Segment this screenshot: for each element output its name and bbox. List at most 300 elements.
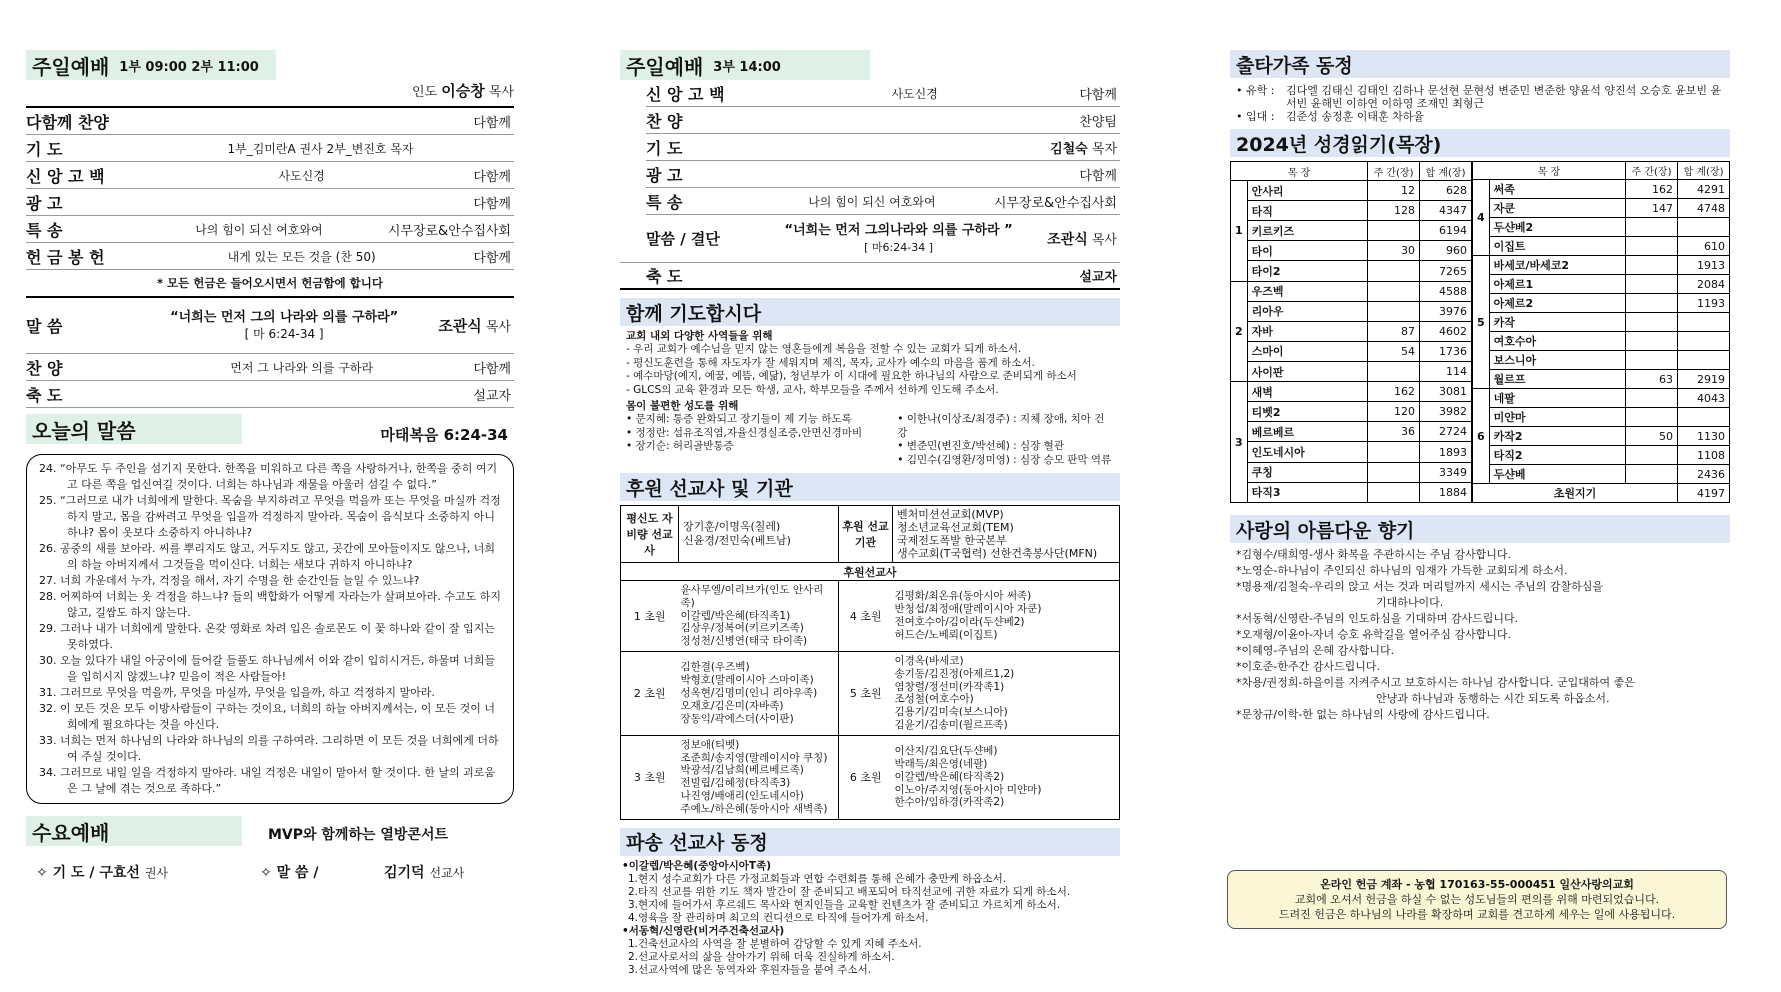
missionary: 오재호/김은미(자바족) <box>680 699 784 712</box>
thanks-item: 안냥과 하나님과 동행하는 시간 되도록 하옵소서. <box>1376 692 1610 705</box>
support-org: 청소년교육선교회(TEM) <box>897 521 1014 535</box>
sermon-row <box>26 298 514 354</box>
row-label: 신 앙 고 백 <box>26 166 105 186</box>
thanks-item: *오재형/이윤아-자녀 승호 유학길을 열어주심 감사합니다. <box>1236 628 1512 641</box>
order-of-worship <box>26 106 514 408</box>
mokjang-name: 리아우 <box>1247 301 1367 321</box>
worship-order-row <box>26 135 514 162</box>
sent-line: 3.현지에 들어가서 후르쉐드 목사와 현지인들을 교육할 컨텐츠가 잘 준비되고 가르치게 하소서. <box>628 898 1061 911</box>
total-chapters <box>1678 351 1730 370</box>
mokjang-name: 베르베르 <box>1247 422 1367 442</box>
total-chapters: 4748 <box>1678 199 1730 218</box>
verse: 24. “아무도 두 주인을 섬기지 못한다. 한쪽을 미워하고 다른 쪽을 사랑하거나, 한쪽을 중히 여기고 다른 쪽을 업신여길 것이다. 너희는 하나님과 재물을 아울러 섬길 수 없다.” <box>39 462 498 491</box>
total-chapters: 1913 <box>1678 256 1730 275</box>
sunday3-bless-row <box>620 263 1120 290</box>
mokjang-name: 카작2 <box>1489 427 1625 446</box>
group-name: 1 초원 <box>621 581 679 652</box>
prayer-topics <box>620 326 1120 471</box>
weekly-chapters <box>1626 408 1678 427</box>
group-number: 1 <box>1231 181 1248 282</box>
row-performer: 다함께 <box>473 169 511 185</box>
sunday3-bless-label: 축 도 <box>646 267 683 286</box>
missionary: 송기동/김진정(아제르1,2) <box>894 667 1015 680</box>
row-performer: 다함께 <box>473 361 511 377</box>
wed-prayer-label: ✧ 기 도 / 구효선 <box>36 865 140 881</box>
row-label: 다함께 찬양 <box>26 112 109 132</box>
sunday1-sermon-role: 목사 <box>485 320 511 335</box>
support-table <box>620 505 1120 820</box>
sent-line: 1.현지 성수교회가 다른 가정교회들과 연합 수련회를 통해 은혜가 충만케 하옵소서. <box>628 872 1007 885</box>
missionary: 이경옥(바세코) <box>894 655 964 668</box>
weekly-chapters: 54 <box>1368 341 1420 361</box>
sent-line: 2.타직 선교를 위한 기도 책자 발간이 잘 준비되고 배포되어 타직선교에 귀한 자료가 되게 하소서. <box>628 885 1071 898</box>
weekly-chapters: 128 <box>1368 201 1420 221</box>
total-chapters: 6194 <box>1420 221 1472 241</box>
mokjang-name: 안사리 <box>1247 181 1367 201</box>
row-role: 목자 <box>1087 141 1117 157</box>
total-chapters: 3982 <box>1420 402 1472 422</box>
reading-row <box>1231 321 1472 341</box>
wed-word-label: ✧ 말 씀 / <box>260 865 319 881</box>
reading-row <box>1473 351 1730 370</box>
verse: 26. 공중의 새를 보아라. 씨를 뿌리지도 않고, 거두지도 않고, 곳간에 모아들이지도 않으나, 너희의 하늘 아버지께서 그것들을 먹이신다. 너희는 새보다 귀하지 아니하냐? <box>39 542 495 571</box>
total-chapters: 2724 <box>1420 422 1472 442</box>
mokjang-name: 보스니아 <box>1489 351 1625 370</box>
support-org: 생수교회(T국협력) 선한건축봉사단(MFN) <box>897 547 1098 561</box>
reading-header: 목 장 <box>1231 162 1368 181</box>
row-performer: 다함께 <box>473 115 511 131</box>
thanks-item: *차용/권정희-하을이를 지켜주시고 보호하시는 하나님 감사합니다. 군입대하여 좋은 <box>1236 676 1635 689</box>
offering-note: * 모든 헌금은 들어오시면서 헌금함에 합니다 <box>26 270 514 298</box>
missionary: 정성천/신병연(태국 타이족) <box>680 635 808 648</box>
support-org-label: 후원 선교 기관 <box>839 506 893 563</box>
missionary: 전빌립/김혜정(타직족3) <box>680 777 791 790</box>
missionary: 나진영/배애리(인도네시아) <box>680 790 804 803</box>
verse: 29. 그러나 내가 너희에게 말한다. 온갖 영화로 차려 입은 솔로몬도 이 꽃 하나와 같이 잘 입지는 못하였다. <box>39 622 495 651</box>
group-number: 3 <box>1231 382 1248 503</box>
missionary: 장동익/곽에스더(사이판) <box>680 712 794 725</box>
support-org: 국제전도폭발 한국본부 <box>897 534 1007 548</box>
group-number: 5 <box>1473 256 1490 389</box>
reading-header-row <box>1231 162 1472 181</box>
column-left <box>26 50 514 882</box>
sick-item: • 김민수(김영환/정미영) : 심장 승모 판막 역류 <box>897 453 1112 466</box>
sunday3-preacher: 조관식 <box>1047 231 1088 248</box>
mokjang-name: 새벽 <box>1247 382 1367 402</box>
reading-row <box>1473 275 1730 294</box>
mokjang-name: 타직3 <box>1247 482 1367 502</box>
sunday3-title: 주일예배 <box>626 54 704 79</box>
reading-row <box>1231 221 1472 241</box>
weekly-chapters: 162 <box>1626 180 1678 199</box>
sunday1-sermon-preacher: 조관식 <box>438 317 482 335</box>
reading-total-row <box>1473 484 1730 503</box>
missionary: 박광석/김남희(베르베르족) <box>680 764 804 777</box>
reading-row <box>1473 446 1730 465</box>
group-name: 6 초원 <box>839 735 893 819</box>
sunday3-sermon-ref: [ 마6:24-34 ] <box>864 240 934 254</box>
group-members <box>893 581 1120 652</box>
online-l1: 교회에 오셔서 헌금을 하실 수 없는 성도님들의 편의를 위해 마련되었습니다. <box>1294 893 1660 906</box>
reading-row <box>1473 465 1730 484</box>
prayer-item: - GLCS의 교육 환경과 모든 학생, 교사, 학부모들을 주께서 선하게 인도해 주소서. <box>626 383 999 396</box>
missionary: 김상우/정복여(키르키즈족) <box>680 622 804 635</box>
online-offering-box <box>1227 870 1727 929</box>
missionary: 김한결(우즈벡) <box>680 661 750 674</box>
reading-row <box>1231 241 1472 261</box>
verse: 30. 오늘 있다가 내일 아궁이에 들어갈 들풀도 하나님께서 이와 같이 입히시거든, 하물며 너희들을 입히시지 않겠느냐? 믿음이 적은 사람들아! <box>39 654 496 683</box>
mokjang-name: 인도네시아 <box>1247 442 1367 462</box>
reading-row <box>1231 462 1472 482</box>
group-name: 5 초원 <box>839 652 893 736</box>
sunday3-bless: 설교자 <box>1079 270 1117 285</box>
wed-prayer-role: 권사 <box>144 866 169 880</box>
pray-church-head: 교회 내외 다양한 사역들을 위해 <box>626 330 773 342</box>
weekly-chapters <box>1368 301 1420 321</box>
sunday1-sermon-label: 말 씀 <box>26 317 63 336</box>
total-chapters <box>1678 313 1730 332</box>
pray-sick-head: 몸이 불편한 성도를 위해 <box>626 400 739 413</box>
row-content: 먼저 그 나라와 의를 구하라 <box>230 360 374 375</box>
mokjang-name: 타이2 <box>1247 261 1367 281</box>
worship-order-row <box>646 161 1120 188</box>
row-label: 신 앙 고 백 <box>646 84 725 104</box>
sent-line: 2.선교사로서의 삶을 살아가기 위해 더욱 진실하게 하소서. <box>628 950 895 963</box>
support-lay-label: 평신도 자비량 선교사 <box>621 506 679 563</box>
row-performer: 다함께 <box>1079 168 1117 184</box>
row-label: 특 송 <box>646 192 683 212</box>
missionary: 조준희/송지영(말레이시아 쿠칭) <box>680 751 828 764</box>
sunday3-sermon-label: 말씀 / 결단 <box>646 230 720 248</box>
sent-name: •서동혁/신영란(비거주건축선교사) <box>622 924 785 937</box>
sunday1-title: 주일예배 <box>32 54 110 79</box>
weekly-chapters <box>1626 351 1678 370</box>
wednesday-concert: MVP와 함께하는 열방콘서트 <box>267 827 448 843</box>
worship-order-row <box>646 107 1120 134</box>
group-members <box>679 652 839 736</box>
sent-name: •이갈렙/박은혜(중앙아시아T족) <box>622 859 772 872</box>
missionary: 정보애(티벳) <box>680 738 740 751</box>
reading-row <box>1231 281 1472 301</box>
group-number: 2 <box>1231 281 1248 382</box>
today-title: 오늘의 말씀 <box>32 418 136 443</box>
wednesday-leaders <box>26 862 514 882</box>
family-army-label: • 입대 : <box>1236 110 1275 123</box>
reading-row <box>1473 370 1730 389</box>
missionary: 허드슨/노베뢰(이집트) <box>894 628 998 641</box>
total-chapters: 2919 <box>1678 370 1730 389</box>
sick-item: • 장기순: 허리골반통증 <box>626 440 734 453</box>
mokjang-name: 이집트 <box>1489 237 1625 256</box>
missionary: 조성철(여호수아) <box>894 693 974 706</box>
worship-order-row <box>26 354 514 381</box>
family-title: 출타가족 동정 <box>1236 54 1353 77</box>
row-performer: 설교자 <box>473 388 511 404</box>
reading-row <box>1231 362 1472 382</box>
prayer-item: - 평신도훈련을 통해 자도자가 잘 세워지며 제직, 목자, 교사가 예수의 마음을 품게 하소서. <box>626 356 1035 369</box>
mokjang-name: 아제르1 <box>1489 275 1625 294</box>
wed-word-role: 선교사 <box>429 866 465 880</box>
total-chapters <box>1678 332 1730 351</box>
support-mission-head: 후원선교사 <box>621 563 1120 581</box>
missionary: 주예노/하은혜(동아시아 새벽족) <box>680 802 828 815</box>
sick-item: • 변준민(변진호/박선혜) : 심장 혈관 <box>897 440 1064 453</box>
worship-order-row <box>26 189 514 216</box>
row-performer: 다함께 <box>1079 87 1117 103</box>
weekly-chapters: 147 <box>1626 199 1678 218</box>
reading-row <box>1231 181 1472 201</box>
missionary: 이갈렙/박은혜(타직족1) <box>680 609 791 622</box>
reading-row <box>1231 201 1472 221</box>
group-members <box>893 652 1120 736</box>
weekly-chapters: 87 <box>1368 321 1420 341</box>
row-label: 찬 양 <box>646 111 683 131</box>
weekly-chapters <box>1626 465 1678 484</box>
worship-order-row <box>646 134 1120 161</box>
pray-title: 함께 기도합시다 <box>626 302 762 325</box>
thanks-item: *노영순-하나님이 주인되신 하나님의 임재가 가득한 교회되게 하소서. <box>1236 564 1568 577</box>
row-content: 내게 있는 모든 것을 (찬 50) <box>227 249 376 264</box>
sunday1-leader-role: 목사 <box>488 85 514 100</box>
love-fragrance-header <box>1230 515 1730 543</box>
thanks-item: *김형수/태희영-생사 화복을 주관하시는 주님 감사합니다. <box>1236 548 1512 561</box>
weekly-chapters <box>1626 389 1678 408</box>
total-chapters: 960 <box>1420 241 1472 261</box>
total-chapters: 4347 <box>1420 201 1472 221</box>
scripture-box <box>26 454 514 804</box>
reading-row <box>1473 199 1730 218</box>
mokjang-name: 바세코/바세코2 <box>1489 256 1625 275</box>
total-chapters: 2436 <box>1678 465 1730 484</box>
row-label: 광 고 <box>26 193 63 213</box>
sent-line: 4.영육을 잘 관리하며 최고의 컨디션으로 타직에 들어가게 하소서. <box>628 911 929 924</box>
reading-header: 목 장 <box>1473 162 1626 180</box>
reading-header: 주 간(장) <box>1626 162 1678 180</box>
reading-row <box>1473 180 1730 199</box>
love-title: 사랑의 아름다운 향기 <box>1236 519 1415 542</box>
total-chapters: 7265 <box>1420 261 1472 281</box>
total-label: 초원지기 <box>1473 484 1678 503</box>
online-l2: 드려진 헌금은 하나님의 나라를 확장하며 교회를 견고하게 세우는 일에 사용됩니다. <box>1278 908 1676 921</box>
weekly-chapters: 50 <box>1626 427 1678 446</box>
worship-order-row <box>26 381 514 408</box>
weekly-chapters: 162 <box>1368 382 1420 402</box>
reading-row <box>1473 237 1730 256</box>
mokjang-name: 키르키즈 <box>1247 221 1367 241</box>
thanks-item: *서동혁/신영란-주님의 인도하심을 기대하며 감사드립니다. <box>1236 612 1519 625</box>
weekly-chapters <box>1626 294 1678 313</box>
weekly-chapters: 120 <box>1368 402 1420 422</box>
reading-row <box>1231 382 1472 402</box>
weekly-chapters <box>1368 221 1420 241</box>
reading-row <box>1473 427 1730 446</box>
total-chapters: 1130 <box>1678 427 1730 446</box>
family-study: 김다엘 김태신 김태인 김하나 문선현 문현성 변준민 변준한 양윤석 양진석 오승호 윤보빈 윤서빈 윤해빈 이하연 이하영 조재민 최형근 <box>1286 84 1722 110</box>
total-chapters: 3081 <box>1420 382 1472 402</box>
row-label: 찬 양 <box>26 358 63 378</box>
mokjang-name: 두샨베 <box>1489 465 1625 484</box>
row-performer: 찬양팀 <box>1079 114 1117 130</box>
mokjang-name: 스마이 <box>1247 341 1367 361</box>
mokjang-name: 타직2 <box>1489 446 1625 465</box>
mokjang-name: 월르프 <box>1489 370 1625 389</box>
family-header <box>1230 50 1730 78</box>
weekly-chapters <box>1626 237 1678 256</box>
sent-line: 3.선교사역에 많은 동역자와 후원자들을 붙여 주소서. <box>628 963 872 976</box>
row-label: 광 고 <box>646 165 683 185</box>
missionary: 윤사무엘/이리브가(인도 안사리족) <box>680 584 824 609</box>
total-chapters: 114 <box>1420 362 1472 382</box>
row-performer: 시무장로&안수집사회 <box>993 195 1117 211</box>
sent-line: 1.건축선교사의 사역을 잘 분별하여 감당할 수 있게 지혜 주소서. <box>628 937 922 950</box>
reading-row <box>1231 261 1472 281</box>
worship-order-row <box>26 162 514 189</box>
mokjang-name: 두샨베2 <box>1489 218 1625 237</box>
missionary: 반청섭/최정애(말레이시아 자쿤) <box>894 603 1042 616</box>
pray-together-header <box>620 298 1120 326</box>
reading-row <box>1231 301 1472 321</box>
reading-row <box>1473 313 1730 332</box>
total-value: 4197 <box>1678 484 1730 503</box>
thanks-item: *문창규/이학-한 없는 하나님의 사랑에 감사드립니다. <box>1236 708 1490 721</box>
group-members <box>893 735 1120 819</box>
reading-header-row <box>1473 162 1730 180</box>
weekly-chapters: 12 <box>1368 181 1420 201</box>
row-content: 1부_김미란A 권사 2부_변진호 목자 <box>227 141 414 156</box>
missionary: 한수아/임하경(카작족2) <box>894 796 1005 809</box>
group-number: 4 <box>1473 180 1490 256</box>
sick-item: • 문지혜: 통증 완화되고 장기들이 제 기능 하도록 <box>626 413 852 426</box>
group-row <box>621 652 1120 736</box>
mokjang-name: 여호수아 <box>1489 332 1625 351</box>
reading-header: 합 계(장) <box>1420 162 1472 181</box>
verse: 32. 이 모든 것은 모두 이방사람들이 구하는 것이요, 너희의 하늘 아버지께서는, 이 모든 것이 너희에게 필요하다는 것을 아신다. <box>39 702 495 731</box>
row-performer: 다함께 <box>473 196 511 212</box>
thanks-item: *명용재/김철숙-우리의 앉고 서는 것과 머리털까지 세시는 주님의 감찰하심을 <box>1236 580 1604 593</box>
mokjang-name: 타직 <box>1247 201 1367 221</box>
missionary: 염창렬/정선미(카작족1) <box>894 680 1005 693</box>
reading-row <box>1231 341 1472 361</box>
missionary: 이노아/주지영(동아시아 미얀마) <box>894 783 1042 796</box>
support-top-row <box>621 506 1120 563</box>
reading-row <box>1231 422 1472 442</box>
sent-missionary-news <box>620 856 1120 981</box>
weekly-chapters: 63 <box>1626 370 1678 389</box>
weekly-chapters <box>1368 261 1420 281</box>
weekly-chapters <box>1626 218 1678 237</box>
lay-missionary: 신윤경/전민숙(베트남) <box>683 534 791 548</box>
today-reference: 마태복음 6:24-34 <box>380 426 508 444</box>
missionary: 이갈렙/박은혜(타직족2) <box>894 770 1005 783</box>
prayer-item: - 예수마당(예지, 예꿈, 예뜸, 예닮), 청년부가 이 시대에 필요한 하나님의 사람으로 준비되게 하소서 <box>626 370 1077 383</box>
bible-reading-tables <box>1230 161 1730 503</box>
support-title: 후원 선교사 및 기관 <box>626 477 793 500</box>
total-chapters: 628 <box>1420 181 1472 201</box>
row-content: 사도신경 <box>278 168 325 183</box>
group-members <box>679 735 839 819</box>
mokjang-name: 써족 <box>1489 180 1625 199</box>
total-chapters: 1884 <box>1420 482 1472 502</box>
support-org: 벤처미션선교회(MVP) <box>897 508 1004 522</box>
total-chapters: 3349 <box>1420 462 1472 482</box>
row-performer: 시무장로&안수집사회 <box>387 223 511 239</box>
total-chapters: 4602 <box>1420 321 1472 341</box>
total-chapters <box>1678 408 1730 427</box>
total-chapters: 4043 <box>1678 389 1730 408</box>
total-chapters: 1108 <box>1678 446 1730 465</box>
total-chapters <box>1678 218 1730 237</box>
reading-row <box>1473 389 1730 408</box>
mokjang-name: 쿠칭 <box>1247 462 1367 482</box>
reading-row <box>1231 442 1472 462</box>
reading-row <box>1473 408 1730 427</box>
mokjang-name: 카작 <box>1489 313 1625 332</box>
thanks-item: 기대하나이다. <box>1376 596 1444 609</box>
row-label: 기 도 <box>646 138 683 158</box>
total-chapters: 2084 <box>1678 275 1730 294</box>
group-name: 2 초원 <box>621 652 679 736</box>
mokjang-name: 미얀마 <box>1489 408 1625 427</box>
total-chapters: 1893 <box>1420 442 1472 462</box>
sent-title: 파송 선교사 동정 <box>626 832 768 855</box>
worship-order-row <box>26 216 514 243</box>
family-army: 김준성 송정훈 이태훈 차하율 <box>1286 110 1425 123</box>
row-performer: 김철숙 목자 <box>1050 141 1117 157</box>
row-label: 축 도 <box>26 385 63 405</box>
group-name: 4 초원 <box>839 581 893 652</box>
verse: 25. “그러므로 내가 너희에게 말한다. 목숨을 부지하려고 무엇을 먹을까 또는 무엇을 마실까 걱정하지 말고, 몸을 감싸려고 무엇을 입을까 걱정하지 말아라. 목숨이 음식보다 소중하지 아니하냐? 몸이 옷보다 소중하지 아니하냐? <box>39 494 501 539</box>
sick-item: • 정정란: 섬유조직염,자율신경실조증,안면신경마비 <box>626 426 863 439</box>
column-middle <box>620 50 1120 981</box>
group-members <box>679 581 839 652</box>
reading-header: 주 간(장) <box>1368 162 1420 181</box>
row-performer: 다함께 <box>473 250 511 266</box>
reading-row <box>1473 256 1730 275</box>
total-chapters: 610 <box>1678 237 1730 256</box>
missionary: 김윤기/김송미(월르프족) <box>894 719 1008 732</box>
worship-order-row <box>26 243 514 270</box>
group-row <box>621 581 1120 652</box>
total-chapters: 1193 <box>1678 294 1730 313</box>
weekly-chapters <box>1368 482 1420 502</box>
weekly-chapters <box>1368 281 1420 301</box>
worship-order-row <box>26 108 514 135</box>
prayer-item: - 우리 교회가 예수님을 믿지 않는 영혼들에게 복음을 전할 수 있는 교회가 되게 하소서. <box>626 343 1022 356</box>
sent-missionary-header <box>620 828 1120 856</box>
verse: 27. 너희 가운데서 누가, 걱정을 해서, 자기 수명을 한 순간인들 늘일 수 있느냐? <box>39 574 420 587</box>
sick-item: • 이한나(이상조/최경주) : 지체 장애, 치아 건강 <box>897 413 1105 439</box>
group-name: 3 초원 <box>621 735 679 819</box>
weekly-chapters <box>1626 332 1678 351</box>
column-right <box>1230 50 1730 921</box>
weekly-chapters <box>1368 362 1420 382</box>
mokjang-name: 네팔 <box>1489 389 1625 408</box>
weekly-chapters <box>1626 313 1678 332</box>
reading-row <box>1473 218 1730 237</box>
row-label: 헌 금 봉 헌 <box>26 247 105 267</box>
thanks-item: *이혜영-주님의 은혜 감사합니다. <box>1236 644 1395 657</box>
row-content: 나의 힘이 되신 여호와여 <box>808 194 936 209</box>
total-chapters: 1736 <box>1420 341 1472 361</box>
sunday3-sermon-title: “너희는 먼저 그의나라와 의를 구하라 ” <box>784 222 1013 238</box>
weekly-chapters <box>1626 446 1678 465</box>
weekly-chapters <box>1368 442 1420 462</box>
group-row <box>621 735 1120 819</box>
lay-missionary: 장기훈/이명옥(칠레) <box>683 520 781 534</box>
family-news <box>1230 78 1730 125</box>
sunday1-sermon-title: “너희는 먼저 그의 나라와 의를 구하라” <box>170 309 399 325</box>
mokjang-name: 사이판 <box>1247 362 1367 382</box>
